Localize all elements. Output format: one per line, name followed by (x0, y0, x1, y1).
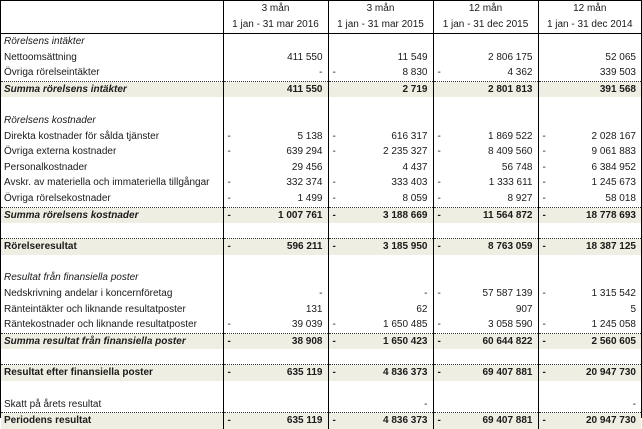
amount: 3 185 950 (383, 241, 428, 253)
row-label: Ränteintäkter och liknande resultatposter (4, 303, 186, 315)
value-cell (223, 381, 328, 397)
negative-sign: - (437, 335, 441, 347)
amount: - (319, 67, 323, 79)
amount: 20 947 730 (585, 415, 636, 427)
table-row (1, 175, 641, 191)
negative-sign: - (437, 130, 441, 142)
amount: 52 065 (605, 51, 636, 63)
amount: 29 456 (291, 161, 323, 173)
value-cell (328, 223, 433, 239)
value-cell (433, 191, 538, 207)
negative-sign: - (227, 177, 231, 189)
spacer-row (1, 381, 641, 397)
value-cell (328, 97, 433, 113)
spacer-row (1, 349, 641, 365)
value-cell (328, 239, 433, 255)
amount: - (319, 288, 323, 299)
negative-sign: - (542, 209, 546, 221)
amount: 391 568 (599, 83, 636, 95)
negative-sign: - (332, 67, 336, 79)
value-cell (538, 365, 641, 381)
value-cell (538, 50, 641, 66)
amount: 635 119 (286, 367, 323, 379)
value-cell (328, 286, 433, 302)
table-row (1, 160, 641, 176)
section-heading-row (1, 270, 641, 286)
row-label: Nettoomsättning (4, 51, 77, 63)
amount: 8 059 (402, 192, 428, 204)
value-cell (433, 365, 538, 381)
row-label: Övriga rörelsekostnader (4, 192, 111, 204)
negative-sign: - (542, 288, 546, 299)
negative-sign: - (227, 367, 231, 379)
subtotal-row (1, 81, 641, 97)
row-label: Personalkostnader (4, 161, 88, 173)
value-cell (328, 129, 433, 145)
negative-sign: - (332, 192, 336, 204)
amount: 5 138 (297, 130, 323, 142)
amount: 2 235 327 (383, 146, 428, 158)
value-cell (328, 81, 433, 97)
amount: 1 007 761 (278, 209, 323, 221)
value-cell (328, 365, 433, 381)
value-cell (328, 113, 433, 129)
subtotal-row (1, 207, 641, 223)
value-cell (223, 65, 328, 81)
value-cell (223, 207, 328, 223)
value-cell (433, 333, 538, 349)
value-cell (223, 365, 328, 381)
row-label (1, 255, 223, 271)
negative-sign: - (227, 192, 231, 204)
negative-sign: - (227, 335, 231, 347)
amount: 58 018 (605, 192, 636, 204)
value-cell (433, 113, 538, 129)
value-cell (433, 413, 538, 429)
amount: 3 058 590 (488, 319, 533, 331)
amount: 339 503 (599, 67, 636, 79)
value-cell (538, 223, 641, 239)
amount: 1 245 058 (591, 319, 636, 331)
header-blank-cell (1, 1, 223, 17)
value-cell (223, 286, 328, 302)
negative-sign: - (227, 319, 231, 331)
value-cell (538, 286, 641, 302)
value-cell (223, 270, 328, 286)
row-label: Avskr. av materiella och immateriella tillgångar (4, 177, 210, 189)
value-cell (328, 175, 433, 191)
value-cell (433, 286, 538, 302)
period-range: 1 jan - 31 mar 2015 (328, 17, 433, 34)
amount: 4 437 (402, 161, 428, 173)
value-cell (538, 239, 641, 255)
negative-sign: - (437, 67, 441, 79)
value-cell (538, 333, 641, 349)
period-range: 1 jan - 31 dec 2015 (433, 17, 538, 34)
period-range: 1 jan - 31 dec 2014 (538, 17, 641, 34)
value-cell (328, 160, 433, 176)
amount: 60 644 822 (482, 335, 533, 347)
amount: 1 869 522 (488, 130, 533, 142)
value-cell (328, 191, 433, 207)
amount: 69 407 881 (482, 367, 533, 379)
amount: 333 403 (391, 177, 428, 189)
value-cell (538, 207, 641, 223)
negative-sign: - (227, 241, 231, 253)
period-duration: 3 mån (223, 1, 328, 17)
amount: 5 (630, 303, 636, 315)
amount: 11 564 872 (483, 209, 533, 221)
period-range: 1 jan - 31 mar 2016 (223, 17, 328, 34)
negative-sign: - (332, 319, 336, 331)
amount: 57 587 139 (482, 288, 533, 299)
value-cell (433, 144, 538, 160)
negative-sign: - (332, 177, 336, 189)
amount: 4 362 (507, 67, 533, 79)
amount: 8 409 560 (488, 146, 533, 158)
row-label: Övriga externa kostnader (4, 146, 117, 158)
value-cell (433, 34, 538, 50)
amount: 18 778 693 (585, 209, 636, 221)
table-row (1, 286, 641, 302)
amount: 2 806 175 (488, 51, 533, 63)
amount: 332 374 (286, 177, 323, 189)
amount: 9 061 883 (591, 146, 636, 158)
row-label: Direkta kostnader för sålda tjänster (4, 130, 160, 142)
negative-sign: - (437, 241, 441, 253)
section-heading: Rörelsens intäkter (4, 36, 85, 47)
negative-sign: - (542, 335, 546, 347)
value-cell (328, 317, 433, 333)
value-cell (538, 160, 641, 176)
negative-sign: - (542, 241, 546, 253)
negative-sign: - (542, 130, 546, 142)
amount: 1 315 542 (591, 288, 636, 299)
amount: 639 294 (286, 146, 323, 158)
negative-sign: - (437, 415, 441, 427)
value-cell (328, 144, 433, 160)
amount: 635 119 (286, 415, 323, 427)
table-row (1, 144, 641, 160)
negative-sign: - (437, 192, 441, 204)
total-row (1, 239, 641, 255)
amount: 11 549 (397, 51, 428, 63)
negative-sign: - (332, 241, 336, 253)
value-cell (538, 413, 641, 429)
value-cell (328, 302, 433, 318)
spacer-row (1, 255, 641, 271)
row-label: Övriga rörelseintäkter (4, 67, 100, 79)
row-label: Summa rörelsens kostnader (1, 207, 223, 223)
value-cell (223, 333, 328, 349)
value-cell (223, 302, 328, 318)
amount: 4 836 373 (383, 415, 428, 427)
amount: 18 387 125 (585, 241, 636, 253)
value-cell (223, 255, 328, 271)
value-cell (433, 50, 538, 66)
table-row (1, 50, 641, 66)
total-row (1, 413, 641, 429)
negative-sign: - (542, 161, 546, 173)
section-heading: Rörelsens kostnader (4, 114, 96, 126)
value-cell (433, 349, 538, 365)
negative-sign: - (227, 415, 231, 427)
negative-sign: - (332, 209, 336, 221)
value-cell (538, 113, 641, 129)
amount: 131 (305, 303, 323, 315)
value-cell (223, 349, 328, 365)
value-cell (433, 65, 538, 81)
value-cell (223, 160, 328, 176)
amount: 8 830 (402, 67, 428, 79)
value-cell (223, 81, 328, 97)
value-cell (538, 65, 641, 81)
row-label: Summa rörelsens intäkter (1, 81, 223, 97)
table-row (1, 65, 641, 81)
value-cell (433, 381, 538, 397)
value-cell (538, 317, 641, 333)
negative-sign: - (437, 177, 441, 189)
subtotal-row (1, 333, 641, 349)
amount: 2 719 (402, 83, 428, 95)
amount: 8 927 (507, 192, 533, 204)
total-row (1, 365, 641, 381)
table-row (1, 397, 641, 413)
row-label: Periodens resultat (1, 413, 223, 429)
negative-sign: - (542, 415, 546, 427)
amount: 1 245 673 (591, 177, 636, 189)
value-cell (223, 223, 328, 239)
row-label (1, 223, 223, 239)
value-cell (433, 317, 538, 333)
value-cell (223, 34, 328, 50)
value-cell (538, 397, 641, 413)
value-cell (433, 255, 538, 271)
value-cell (328, 255, 433, 271)
value-cell (223, 191, 328, 207)
amount: 56 748 (501, 161, 533, 173)
negative-sign: - (542, 319, 546, 331)
amount: 8 763 059 (488, 241, 533, 253)
value-cell (538, 129, 641, 145)
row-label (1, 381, 223, 397)
value-cell (328, 349, 433, 365)
header-duration-row (1, 1, 641, 17)
value-cell (538, 144, 641, 160)
amount: 2 028 167 (591, 130, 636, 142)
amount: 411 550 (287, 51, 323, 63)
value-cell (223, 239, 328, 255)
table-row (1, 191, 641, 207)
negative-sign: - (437, 288, 441, 299)
amount: 69 407 881 (482, 415, 533, 427)
row-label: Skatt på årets resultat (4, 398, 102, 410)
value-cell (433, 270, 538, 286)
section-heading-row (1, 113, 641, 129)
negative-sign: - (542, 192, 546, 204)
negative-sign: - (227, 209, 231, 221)
value-cell (223, 317, 328, 333)
value-cell (223, 113, 328, 129)
value-cell (328, 65, 433, 81)
amount: - (632, 398, 636, 410)
row-label: Rörelseresultat (1, 239, 223, 255)
row-label (1, 97, 223, 113)
spacer-row (1, 97, 641, 113)
value-cell (328, 413, 433, 429)
value-cell (538, 381, 641, 397)
row-label: Resultat efter finansiella poster (1, 365, 223, 381)
value-cell (538, 255, 641, 271)
amount: 616 317 (391, 130, 428, 142)
negative-sign: - (542, 177, 546, 189)
value-cell (328, 333, 433, 349)
value-cell (538, 302, 641, 318)
negative-sign: - (227, 146, 231, 158)
value-cell (433, 129, 538, 145)
amount: 1 650 485 (383, 319, 428, 331)
negative-sign: - (332, 130, 336, 142)
value-cell (538, 97, 641, 113)
negative-sign: - (542, 146, 546, 158)
negative-sign: - (437, 146, 441, 158)
value-cell (223, 129, 328, 145)
value-cell (223, 97, 328, 113)
income-statement-table (1, 1, 641, 429)
header-blank-cell (1, 17, 223, 34)
value-cell (433, 97, 538, 113)
row-label: Räntekostnader och liknande resultatposter (4, 319, 197, 331)
negative-sign: - (542, 367, 546, 379)
row-label: Nedskrivning andelar i koncernföretag (4, 288, 173, 299)
value-cell (223, 175, 328, 191)
value-cell (433, 397, 538, 413)
value-cell (328, 381, 433, 397)
amount: 596 211 (286, 241, 323, 253)
value-cell (433, 223, 538, 239)
value-cell (538, 34, 641, 50)
amount: 6 384 952 (591, 161, 636, 173)
amount: - (424, 398, 428, 410)
value-cell (538, 349, 641, 365)
amount: 907 (515, 303, 533, 315)
section-heading: Resultat från finansiella poster (4, 272, 139, 284)
amount: 62 (416, 303, 428, 315)
value-cell (433, 302, 538, 318)
negative-sign: - (437, 319, 441, 331)
amount: 2 801 813 (488, 83, 533, 95)
value-cell (538, 81, 641, 97)
amount: 1 333 611 (488, 177, 533, 189)
amount: 39 039 (291, 319, 323, 331)
table-row (1, 317, 641, 333)
negative-sign: - (332, 367, 336, 379)
section-heading-row (1, 34, 641, 50)
header-range-row (1, 17, 641, 34)
value-cell (328, 34, 433, 50)
value-cell (223, 413, 328, 429)
value-cell (538, 270, 641, 286)
value-cell (433, 239, 538, 255)
value-cell (223, 144, 328, 160)
value-cell (538, 191, 641, 207)
amount: 20 947 730 (585, 367, 636, 379)
negative-sign: - (437, 209, 441, 221)
value-cell (223, 397, 328, 413)
period-duration: 12 mån (433, 1, 538, 17)
period-duration: 12 mån (538, 1, 641, 17)
table-row (1, 302, 641, 318)
amount: 1 650 423 (383, 335, 428, 347)
negative-sign: - (437, 367, 441, 379)
amount: 38 908 (291, 335, 323, 347)
value-cell (433, 160, 538, 176)
value-cell (223, 50, 328, 66)
row-label: Summa resultat från finansiella poster (1, 333, 223, 349)
period-duration: 3 mån (328, 1, 433, 17)
row-label (1, 349, 223, 365)
amount: 4 836 373 (383, 367, 428, 379)
value-cell (328, 270, 433, 286)
value-cell (538, 175, 641, 191)
amount: 2 560 605 (591, 335, 636, 347)
amount: 411 550 (286, 83, 323, 95)
value-cell (433, 175, 538, 191)
negative-sign: - (332, 415, 336, 427)
spacer-row (1, 223, 641, 239)
amount: 1 499 (297, 192, 323, 204)
amount: 3 188 669 (383, 209, 428, 221)
negative-sign: - (227, 130, 231, 142)
value-cell (433, 207, 538, 223)
amount: - (424, 288, 428, 299)
value-cell (328, 207, 433, 223)
value-cell (433, 81, 538, 97)
negative-sign: - (332, 146, 336, 158)
negative-sign: - (332, 335, 336, 347)
value-cell (328, 50, 433, 66)
value-cell (328, 397, 433, 413)
table-row (1, 129, 641, 145)
